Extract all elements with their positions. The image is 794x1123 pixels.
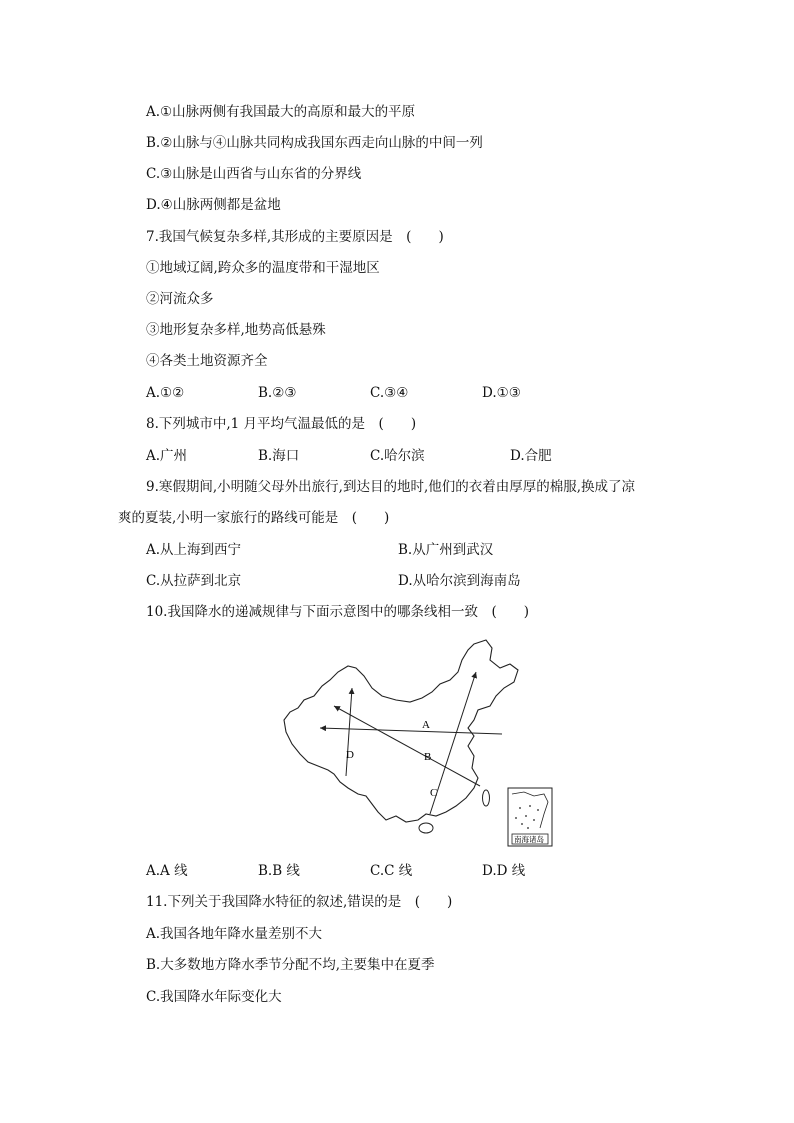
q7-option-d[interactable]: D.①③: [482, 385, 521, 401]
q8-option-a[interactable]: A.广州: [146, 448, 188, 464]
q6-option-c: C.③山脉是山西省与山东省的分界线: [146, 166, 362, 182]
line-d: [346, 688, 352, 776]
q11-option-c[interactable]: C.我国降水年际变化大: [146, 989, 282, 1005]
q10-option-a[interactable]: A.A 线: [146, 863, 188, 879]
q10-option-d[interactable]: D.D 线: [482, 863, 526, 879]
hainan-island: [419, 823, 433, 833]
q11-option-a[interactable]: A.我国各地年降水量差别不大: [146, 926, 323, 942]
q11-stem: 11.下列关于我国降水特征的叙述,错误的是 ( ): [146, 894, 453, 910]
q6-option-a: A.①山脉两侧有我国最大的高原和最大的平原: [146, 104, 416, 120]
inset-coast: [512, 792, 548, 828]
label-d: D: [346, 749, 354, 761]
q9-option-b[interactable]: B.从广州到武汉: [398, 542, 494, 558]
q8-option-d[interactable]: D.合肥: [510, 448, 552, 464]
q8-option-b[interactable]: B.海口: [258, 448, 300, 464]
q6-option-b: B.②山脉与④山脉共同构成我国东西走向山脉的中间一列: [146, 135, 483, 151]
q9-option-c[interactable]: C.从拉萨到北京: [146, 573, 242, 589]
q11-option-b[interactable]: B.大多数地方降水季节分配不均,主要集中在夏季: [146, 957, 435, 973]
q6-option-d: D.④山脉两侧都是盆地: [146, 197, 281, 213]
q10-option-c[interactable]: C.C 线: [370, 863, 413, 879]
inset-label: 南海诸岛: [514, 835, 544, 844]
label-b: B: [424, 751, 432, 763]
line-a: [320, 728, 502, 734]
inset-islands: [515, 805, 539, 829]
q7-stem: 7.我国气候复杂多样,其形成的主要原因是 ( ): [146, 229, 444, 245]
q7-statement-2: ②河流众多: [146, 291, 214, 307]
q7-option-c[interactable]: C.③④: [370, 385, 409, 401]
q7-option-a[interactable]: A.①②: [146, 385, 185, 401]
q9-stem-line2: 爽的夏装,小明一家旅行的路线可能是 ( ): [118, 510, 390, 526]
q10-option-b[interactable]: B.B 线: [258, 863, 300, 879]
label-a: A: [422, 719, 430, 731]
q7-statement-4: ④各类土地资源齐全: [146, 353, 268, 369]
q8-stem: 8.下列城市中,1 月平均气温最低的是 ( ): [146, 416, 417, 432]
q10-stem: 10.我国降水的递减规律与下面示意图中的哪条线相一致 ( ): [146, 604, 530, 620]
q9-option-a[interactable]: A.从上海到西宁: [146, 542, 242, 558]
china-precipitation-map: [278, 636, 560, 850]
q9-option-d[interactable]: D.从哈尔滨到海南岛: [398, 573, 521, 589]
q7-statement-1: ①地域辽阔,跨众多的温度带和干湿地区: [146, 260, 380, 276]
q9-stem-line1: 9.寒假期间,小明随父母外出旅行,到达目的地时,他们的衣着由厚厚的棉服,换成了凉: [146, 479, 636, 495]
taiwan-island: [483, 790, 490, 806]
label-c: C: [430, 787, 438, 799]
q8-option-c[interactable]: C.哈尔滨: [370, 448, 425, 464]
q7-option-b[interactable]: B.②③: [258, 385, 297, 401]
q7-statement-3: ③地形复杂多样,地势高低悬殊: [146, 322, 326, 338]
line-b: [334, 706, 480, 786]
